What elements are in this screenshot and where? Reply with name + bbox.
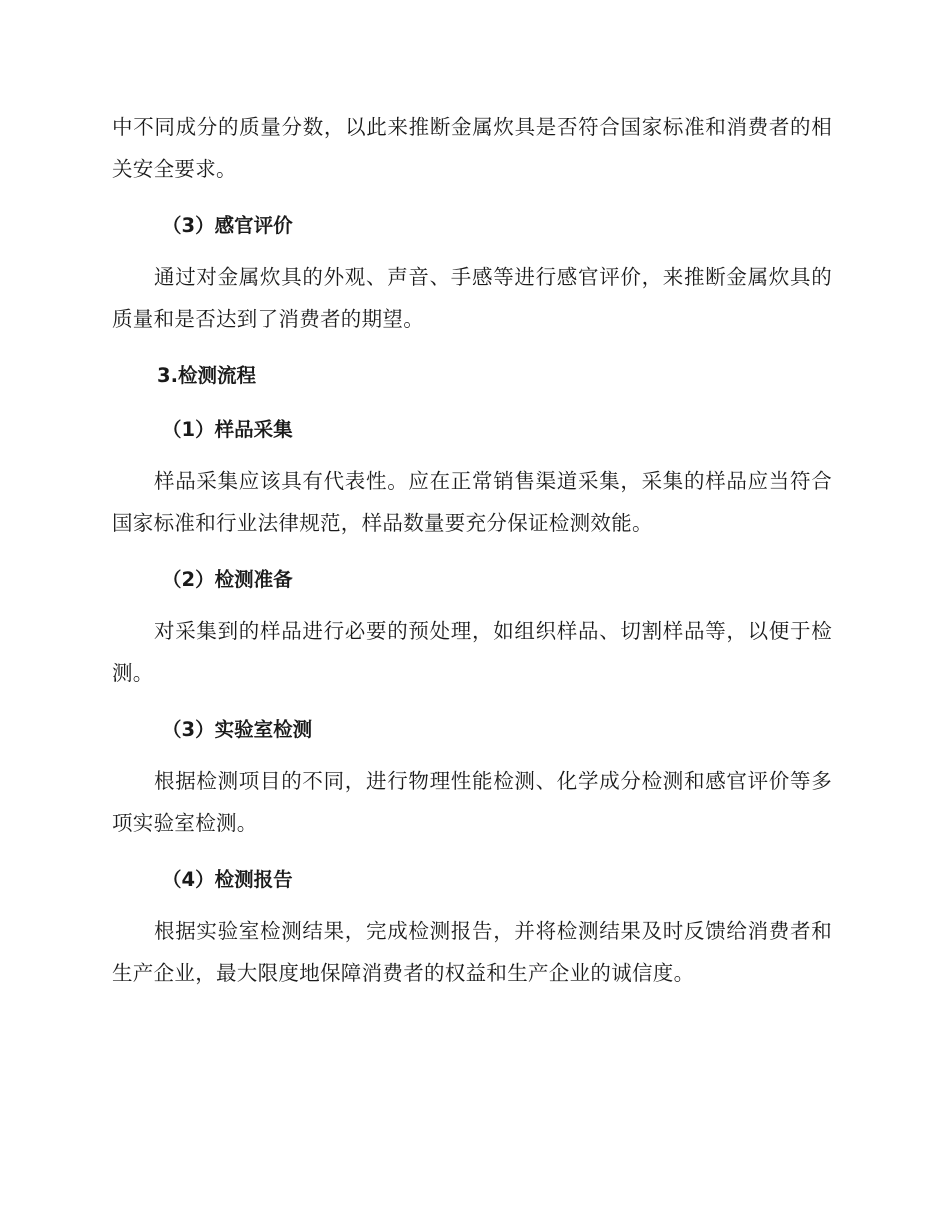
paragraph-sample-collection: 样品采集应该具有代表性。应在正常销售渠道采集，采集的样品应当符合国家标准和行业法律规范，样品数量要充分保证检测效能。 — [112, 469, 832, 535]
paragraph-sensory-evaluation: 通过对金属炊具的外观、声音、手感等进行感官评价，来推断金属炊具的质量和是否达到了消费者的期望。 — [112, 265, 832, 331]
paragraph-lab-testing: 根据检测项目的不同，进行物理性能检测、化学成分检测和感官评价等多项实验室检测。 — [112, 769, 832, 835]
heading-testing-process: 3.检测流程 — [157, 364, 256, 387]
subheading-lab-testing: （3）实验室检测 — [162, 718, 313, 741]
document-body — [112, 106, 832, 994]
subheading-test-report: （4）检测报告 — [162, 868, 293, 891]
paragraph-composition-continuation: 中不同成分的质量分数，以此来推断金属炊具是否符合国家标准和消费者的相关安全要求。 — [112, 115, 832, 181]
subheading-sample-collection: （1）样品采集 — [162, 418, 293, 441]
subheading-sensory-evaluation: （3）感官评价 — [162, 214, 293, 237]
paragraph-test-report: 根据实验室检测结果，完成检测报告，并将检测结果及时反馈给消费者和生产企业，最大限度地保障消费者的权益和生产企业的诚信度。 — [112, 919, 832, 985]
paragraph-test-preparation: 对采集到的样品进行必要的预处理，如组织样品、切割样品等，以便于检测。 — [112, 619, 832, 685]
subheading-test-preparation: （2）检测准备 — [162, 568, 293, 591]
